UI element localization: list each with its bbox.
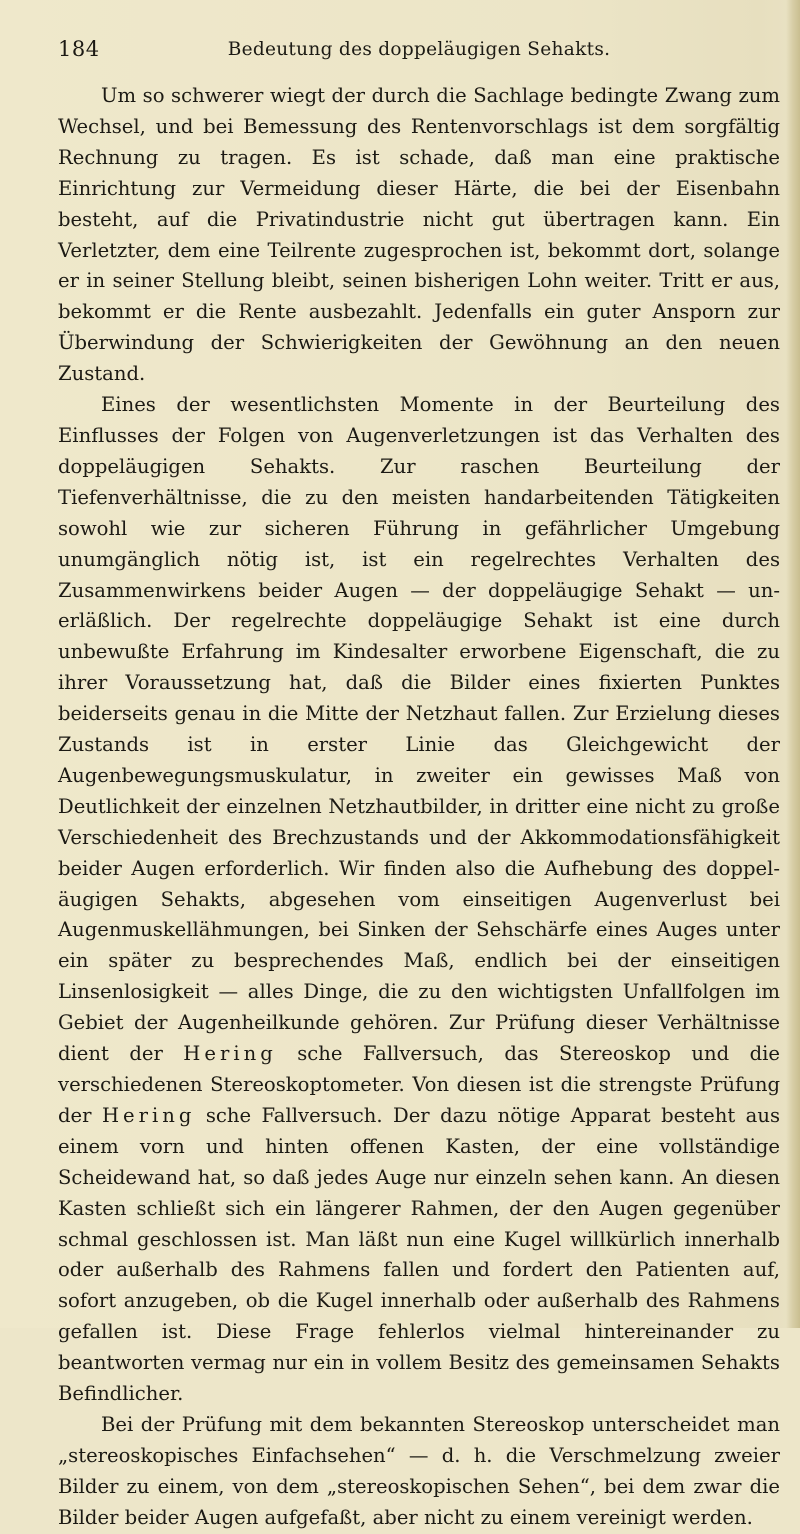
paragraph-2-part-1: Eines der wesentlichsten Momente in der Beurteilung des Einflusses der Folgen von Augenverletzungen ist das Verhalten des doppeläugigen Sehakts. Zur raschen Beurteilung der Tiefenverhältnisse, die zu den meisten handarbeitenden Tätigkeiten sowohl wie zur sicheren Führung in gefährlicher Umgebung unumgänglich nötig ist, ist ein regelrechtes Verhalten des Zusammenwirkens beider Augen — der doppeläugige Sehakt — unerläßlich. Der regelrechte doppeläugige Sehakt ist eine durch unbewußte Erfahrung im Kindesalter erworbene Eigenschaft, die zu ihrer Voraussetzung hat, daß die Bilder eines fixierten Punktes beiderseits genau in die Mitte der Netzhaut fallen. Zur Erzielung dieses Zustands ist in erster Linie das Gleichgewicht der Augenbewegungsmuskulatur, in zweiter ein gewisses Maß von Deutlichkeit der einzelnen Netzhautbilder, in dritter eine nicht zu große Verschiedenheit des Brechzustands und der Akkommodationsfähigkeit beider Augen erforderlich. Wir finden also die Aufhebung des doppeläugigen Sehakts, abgesehen vom einseitigen Augenverlust bei Augenmuskellähmungen, bei Sinken der Sehschärfe eines Auges unter ein später zu besprechendes Maß, endlich bei der einseitigen Linsenlosigkeit — alles Dinge, die zu den wichtigsten Unfallfolgen im Gebiet der Augenheilkunde gehören. Zur Prüfung dieser Verhältnisse dient der	[58, 393, 780, 1066]
page-header	[58, 30, 780, 66]
paragraph-2-part-3: sche Fallversuch. Der dazu nötige Apparat besteht aus einem vorn und hinten offenen Kasten, der eine vollständige Scheidewand hat, so daß jedes Auge nur einzeln sehen kann. An diesen Kasten schließt sich ein längerer Rahmen, der den Augen gegenüber schmal geschlossen ist. Man läßt nun eine Kugel willkürlich innerhalb oder außerhalb des Rahmens fallen und fordert den Patienten auf, sofort anzugeben, ob die Kugel innerhalb oder außerhalb des Rahmens gefallen ist. Diese Frage fehlerlos vielmal hintereinander zu beantworten vermag nur ein in vollem Besitz des gemeinsamen Sehakts Befindlicher.	[58, 1103, 781, 1406]
body-text	[58, 81, 780, 1534]
page-edge	[786, 0, 800, 1328]
paragraph-2	[58, 390, 780, 1410]
running-title: Bedeutung des doppeläugigen Sehakts.	[227, 39, 611, 60]
author-name-hering-2: Hering	[101, 1103, 196, 1127]
author-name-hering: Hering	[183, 1042, 277, 1066]
page-number: 184	[58, 37, 100, 61]
paragraph-2-part-2: sche Fallversuch, das Stereoskop und die verschiedenen Stereoskoptometer. Von diesen ist die strengste Prüfung der	[58, 1042, 780, 1127]
paragraph-1: Um so schwerer wiegt der durch die Sachlage bedingte Zwang zum Wechsel, und bei Bemessung des Rentenvorschlags ist dem sorgfältig Rechnung zu tragen. Es ist schade, daß man eine praktische Einrichtung zur Vermeidung dieser Härte, die bei der Eisenbahn besteht, auf die Privatindustrie nicht gut übertragen kann. Ein Verletzter, dem eine Teilrente zugesprochen ist, bekommt dort, solange er in seiner Stellung bleibt, seinen bisherigen Lohn weiter. Tritt er aus, bekommt er die Rente ausbezahlt. Jedenfalls ein guter Ansporn zur Überwindung der Schwierigkeiten der Gewöhnung an den neuen Zustand.	[58, 84, 780, 386]
paragraph-3: Bei der Prüfung mit dem bekannten Stereoskop unterscheidet man „stereoskopisches Einfachsehen“ — d. h. die Verschmelzung zweier Bilder zu einem, von dem „stereoskopischen Sehen“, bei dem zwar die Bilder beider Augen aufgefaßt, aber nicht zu einem vereinigt werden.	[58, 1412, 780, 1529]
